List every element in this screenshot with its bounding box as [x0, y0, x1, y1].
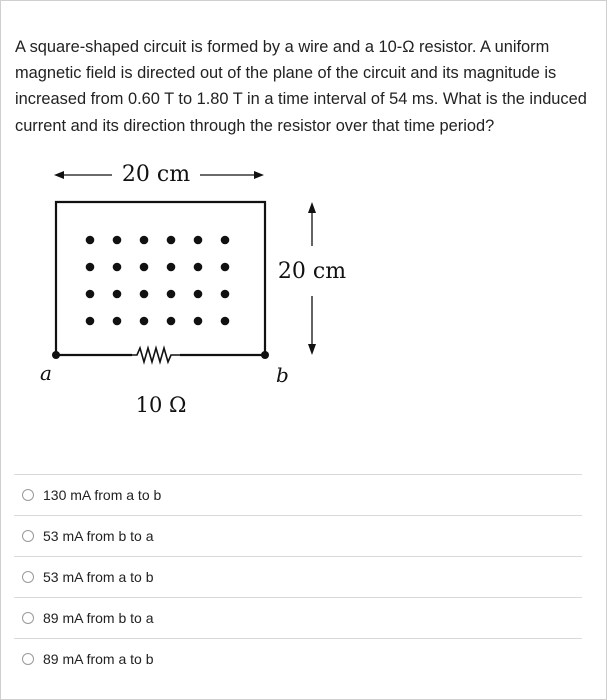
resistor-label: 10 Ω: [135, 393, 187, 417]
terminal-b-label: b: [276, 363, 289, 387]
circuit-diagram: [20, 150, 380, 420]
terminal-a-label: a: [40, 361, 52, 385]
magnetic-field-dots-icon: [86, 236, 230, 326]
width-label: 20 cm: [121, 162, 191, 187]
answer-choice-label: 89 mA from a to b: [43, 651, 154, 667]
circuit-figure: [20, 150, 380, 420]
circuit-wire: [56, 202, 265, 355]
radio-button-icon[interactable]: [22, 653, 34, 665]
terminal-b-dot: [261, 351, 269, 359]
answer-choice-2[interactable]: [14, 515, 582, 556]
answer-choice-label: 130 mA from a to b: [43, 487, 162, 503]
height-label: 20 cm: [277, 259, 347, 284]
answer-choice-label: 53 mA from a to b: [43, 569, 154, 585]
resistor-icon: [132, 348, 180, 362]
answer-choice-3[interactable]: [14, 556, 582, 597]
answer-choice-label: 53 mA from b to a: [43, 528, 154, 544]
radio-button-icon[interactable]: [22, 489, 34, 501]
answer-choice-4[interactable]: [14, 597, 582, 638]
answer-choice-5[interactable]: [14, 638, 582, 679]
radio-button-icon[interactable]: [22, 612, 34, 624]
answer-choice-label: 89 mA from b to a: [43, 610, 154, 626]
question-text: A square-shaped circuit is formed by a wire and a 10-Ω resistor. A uniform magnetic field is directed out of the plane of the circuit and its magnitude is increased from 0.60 T to 1.80 T in a time interval of 54 ms. What is the induced current and its direction through the resistor over that time period?: [15, 38, 587, 135]
answer-choice-1[interactable]: [14, 474, 582, 515]
answer-choices: [14, 474, 582, 679]
terminal-a-dot: [52, 351, 60, 359]
radio-button-icon[interactable]: [22, 571, 34, 583]
radio-button-icon[interactable]: [22, 530, 34, 542]
